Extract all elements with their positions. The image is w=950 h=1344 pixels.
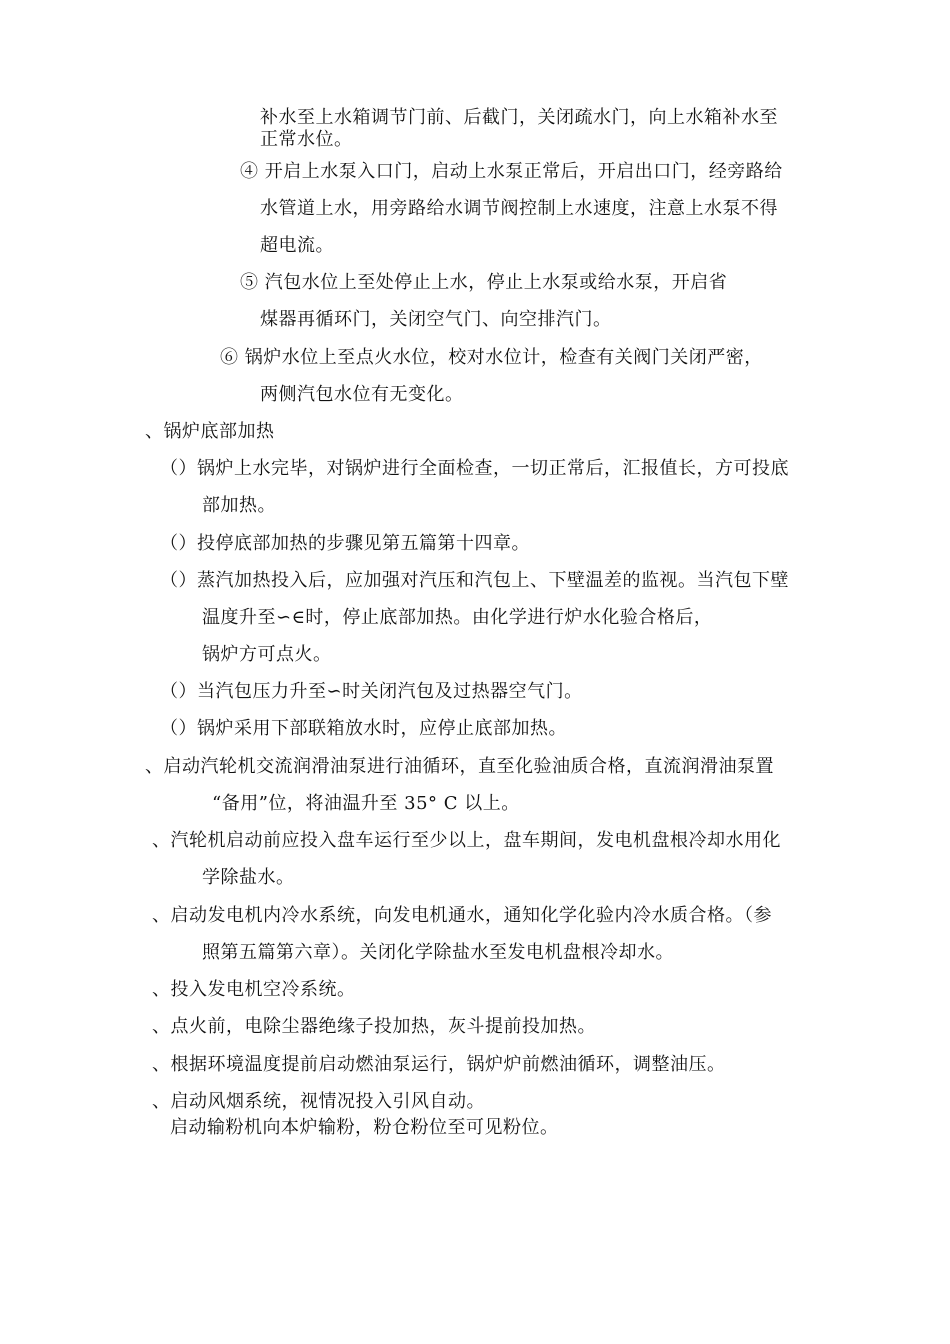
text-line: ⑤ 汽包水位上至处停止上水，停止上水泵或给水泵，开启省 — [240, 272, 728, 293]
text-line: 补水至上水箱调节门前、后截门，关闭疏水门，向上水箱补水至 — [260, 107, 778, 128]
text-line: 、投入发电机空冷系统。 — [152, 979, 356, 1000]
text-line: 、根据环境温度提前启动燃油泵运行，锅炉炉前燃油循环，调整油压。 — [152, 1054, 726, 1075]
text-line: 照第五篇第六章）。关闭化学除盐水至发电机盘根冷却水。 — [202, 942, 674, 963]
text-line: （）投停底部加热的步骤见第五篇第十四章。 — [160, 533, 530, 554]
text-line: 煤器再循环门，关闭空气门、向空排汽门。 — [260, 309, 612, 330]
text-line: 、启动发电机内冷水系统，向发电机通水，通知化学化验内冷水质合格。（参 — [152, 905, 772, 926]
text-line: 、汽轮机启动前应投入盘车运行至少以上，盘车期间，发电机盘根冷却水用化 — [152, 830, 781, 851]
text-line: ⑥ 锅炉水位上至点火水位，校对水位计，检查有关阀门关闭严密， — [220, 347, 763, 368]
text-line: 、点火前，电除尘器绝缘子投加热，灰斗提前投加热。 — [152, 1016, 596, 1037]
text-line: 正常水位。 — [260, 129, 353, 150]
text-line: 、启动汽轮机交流润滑油泵进行油循环，直至化验油质合格，直流润滑油泵置 — [145, 756, 774, 777]
text-line: 水管道上水，用旁路给水调节阀控制上水速度，注意上水泵不得 — [260, 198, 778, 219]
text-line: 温度升至∽∈时，停止底部加热。由化学进行炉水化验合格后， — [202, 607, 713, 628]
text-line: 启动输粉机向本炉输粉，粉仓粉位至可见粉位。 — [170, 1117, 559, 1138]
text-line: 学除盐水。 — [202, 867, 295, 888]
text-line: 超电流。 — [260, 235, 334, 256]
text-line: 两侧汽包水位有无变化。 — [260, 384, 464, 405]
section-heading: 、锅炉底部加热 — [145, 421, 275, 442]
text-line: （）锅炉上水完毕，对锅炉进行全面检查，一切正常后，汇报值长，方可投底 — [160, 458, 789, 479]
text-line: （）当汽包压力升至∽时关闭汽包及过热器空气门。 — [160, 681, 583, 702]
text-line: （）锅炉采用下部联箱放水时，应停止底部加热。 — [160, 718, 567, 739]
text-line: “备用”位，将油温升至 35° C 以上。 — [212, 793, 520, 814]
text-line: （）蒸汽加热投入后，应加强对汽压和汽包上、下壁温差的监视。当汽包下壁 — [160, 570, 789, 591]
text-line: 锅炉方可点火。 — [202, 644, 332, 665]
text-line: 、启动风烟系统，视情况投入引风自动。 — [152, 1091, 485, 1112]
text-line: 部加热。 — [202, 495, 276, 516]
text-line: ④ 开启上水泵入口门，启动上水泵正常后，开启出口门，经旁路给 — [240, 161, 783, 182]
